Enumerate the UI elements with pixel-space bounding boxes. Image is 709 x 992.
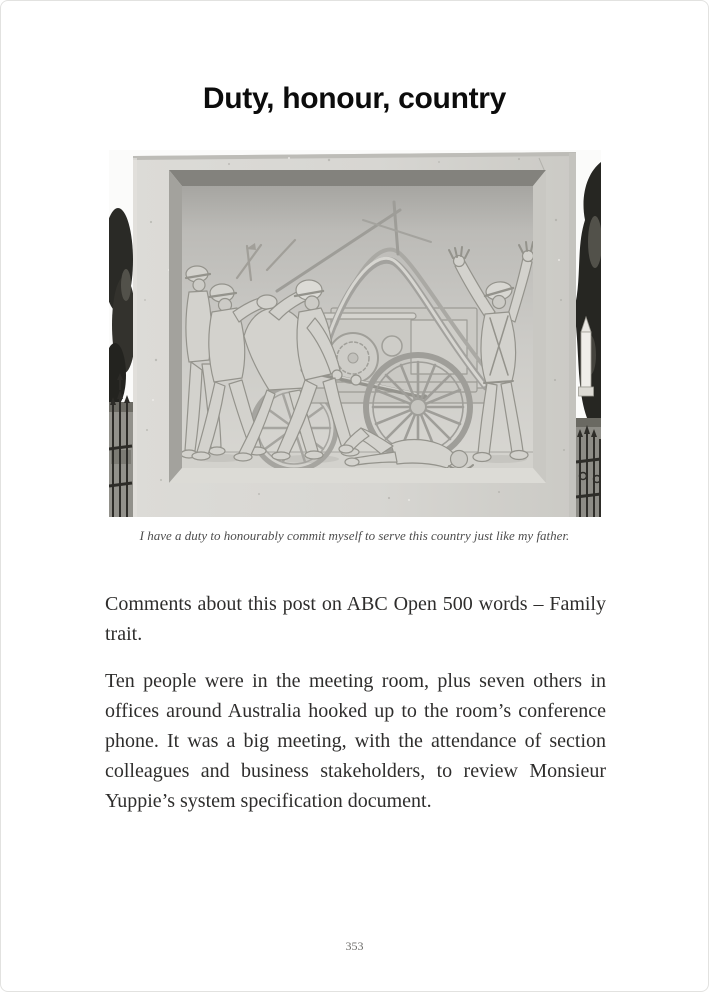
figure [1,150,708,545]
paragraph: Comments about this post on ABC Open 500 words – Family trait. [105,592,606,645]
paragraph: Ten people were in the meeting room, plus seven others in offices around Australia hooked up to the room’s conference phone. It was a big meeting, with the attendance of section colleagues and business stakeholders, to review Monsieur Yuppie’s system specification document. [105,669,606,812]
page-number: 353 [345,939,364,953]
page-title: Duty, honour, country [202,82,507,115]
figure-caption: I have a duty to honourably commit myself to serve this country just like my father. [139,528,570,543]
body-text [105,589,606,816]
bas-relief-illustration [109,150,601,517]
bas-relief-photo [109,150,601,517]
